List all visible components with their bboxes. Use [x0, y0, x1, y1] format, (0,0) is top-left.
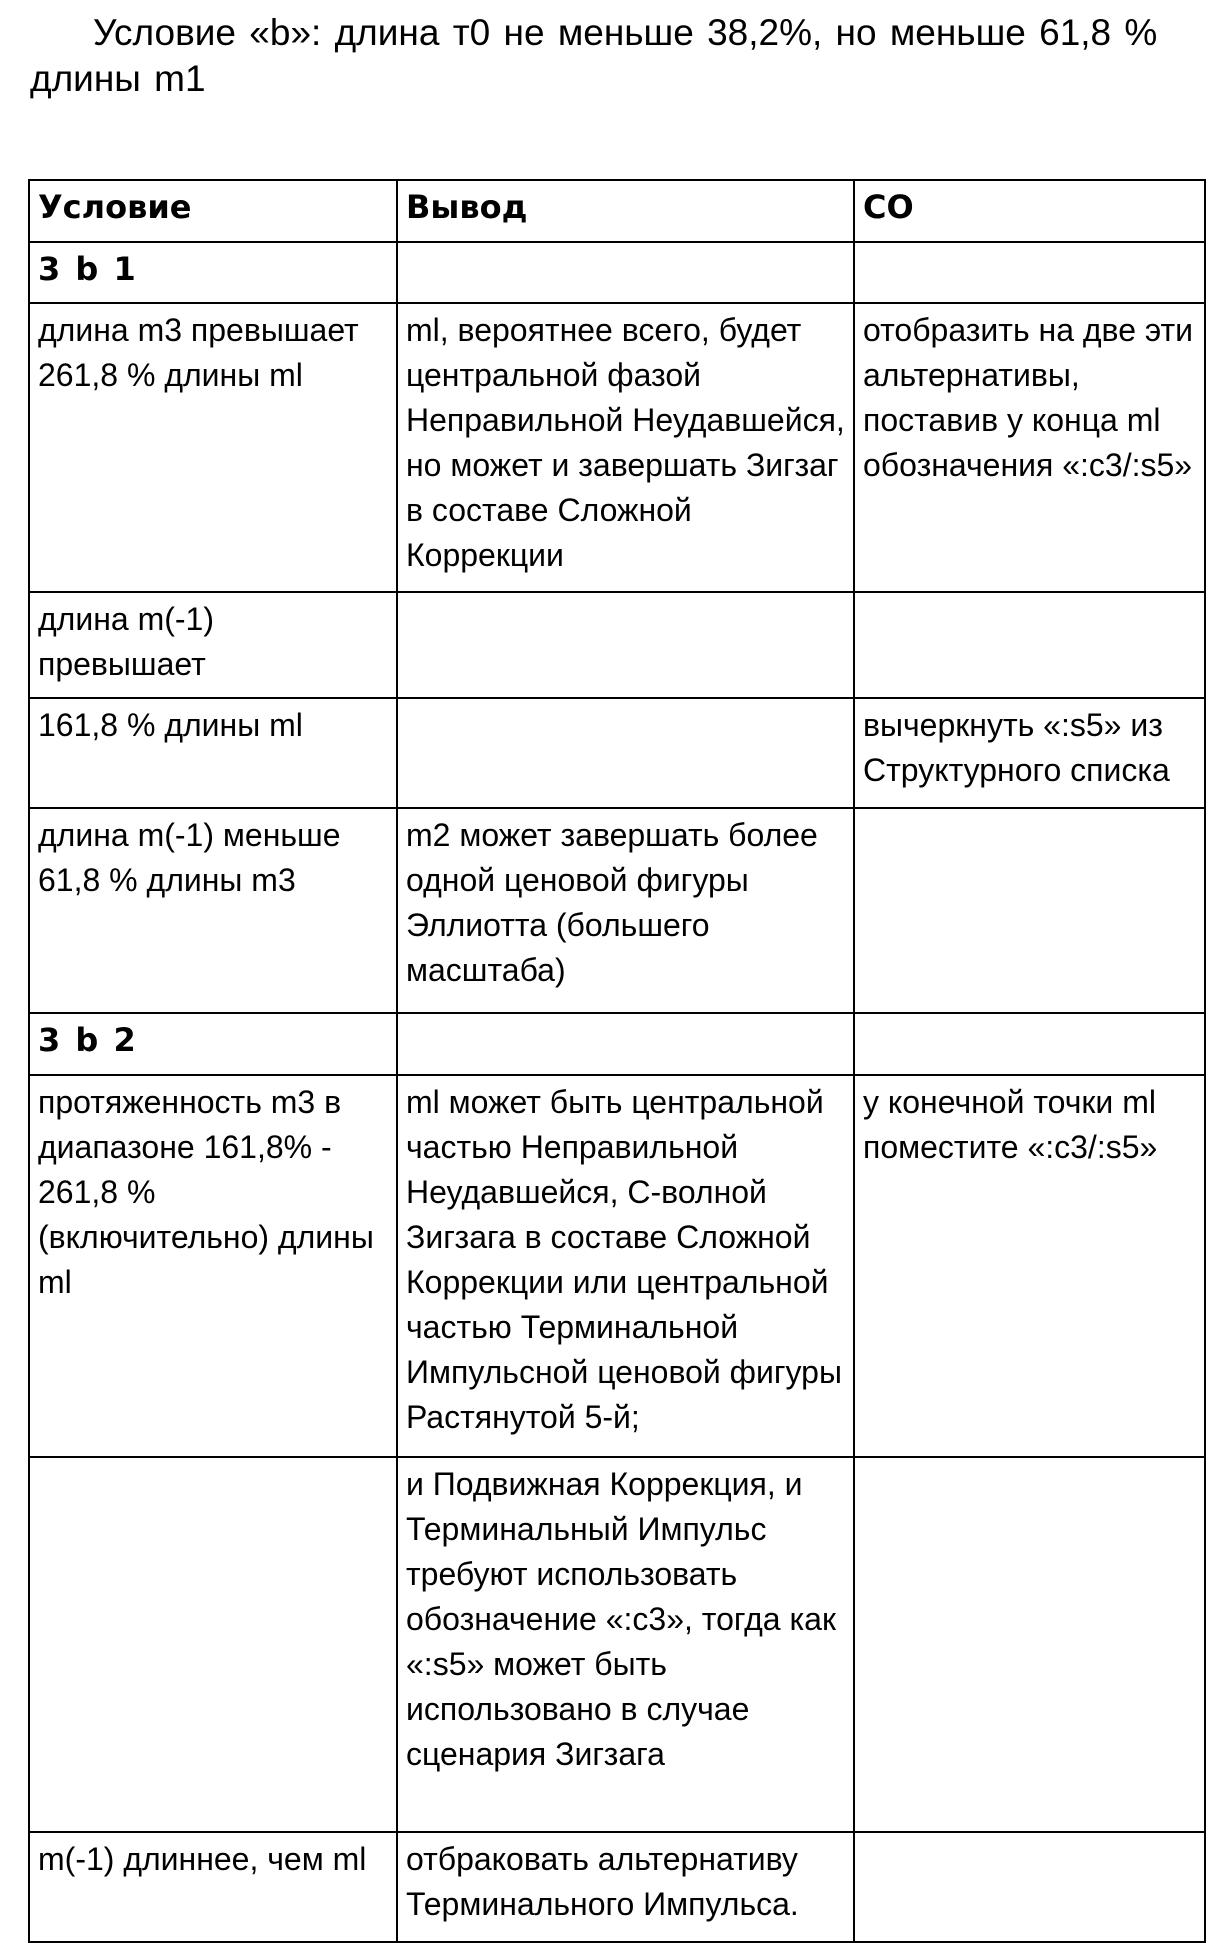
- rules-table: [28, 179, 1206, 1943]
- co-cell: [854, 808, 1205, 1013]
- condition-cell: длина m(-1) меньше 61,8 % длины m3: [29, 808, 397, 1013]
- output-cell: m2 может завершать более одной ценовой фигуры Эллиотта (большего масштаба): [397, 808, 854, 1013]
- output-cell: ml может быть центральной частью Неправильной Неудавшейся, С-волной Зигзага в составе Сложной Коррекции или центральной частью Терминальной Импульсной ценовой фигуры Растянутой 5-й;: [397, 1075, 854, 1457]
- output-cell: ml, вероятнее всего, будет центральной фазой Неправильной Неудавшейся, но может и завершать Зигзаг в составе Сложной Коррекции: [397, 303, 854, 592]
- co-cell: [854, 1457, 1205, 1832]
- table-row: [29, 1075, 1205, 1457]
- co-cell: отобразить на две эти альтернативы, поставив у конца ml обозначения «:c3/:s5»: [854, 303, 1205, 592]
- co-cell: вычеркнуть «:s5» из Структурного списка: [854, 698, 1205, 808]
- output-cell: [397, 698, 854, 808]
- table-header-row: [29, 180, 1205, 242]
- table-row: [29, 592, 1205, 698]
- condition-cell: 161,8 % длины ml: [29, 698, 397, 808]
- condition-cell: длина m3 превышает 261,8 % длины ml: [29, 303, 397, 592]
- co-cell: [854, 592, 1205, 698]
- condition-cell: длина m(-1) превышает: [29, 592, 397, 698]
- output-cell: и Подвижная Коррекция, и Терминальный Импульс требуют использовать обозначение «:c3», тогда как «:s5» может быть использовано в случае сценария Зигзага: [397, 1457, 854, 1832]
- output-cell: отбраковать альтернативу Терминального Импульса.: [397, 1832, 854, 1942]
- section-empty-cell: [397, 1013, 854, 1075]
- page-heading: Условие «b»: длина т0 не меньше 38,2%, но меньше 61,8 % длины m1: [30, 12, 1158, 99]
- output-cell: [397, 592, 854, 698]
- section-label: 3 b 1: [38, 250, 138, 288]
- section-empty-cell: [397, 242, 854, 303]
- section-row-3b2: [29, 1013, 1205, 1075]
- section-label-cell: [29, 1013, 397, 1075]
- table-row: [29, 303, 1205, 592]
- table-row: [29, 698, 1205, 808]
- condition-cell: протяженность m3 в диапазоне 161,8% - 261,8 % (включительно) длины ml: [29, 1075, 397, 1457]
- section-row-3b1: [29, 242, 1205, 303]
- table-row: [29, 1832, 1205, 1942]
- header-output: Вывод: [397, 180, 854, 242]
- condition-cell: [29, 1457, 397, 1832]
- section-empty-cell: [854, 242, 1205, 303]
- header-condition: Условие: [29, 180, 397, 242]
- section-label-cell: [29, 242, 397, 303]
- section-empty-cell: [854, 1013, 1205, 1075]
- section-label: 3 b 2: [38, 1021, 138, 1059]
- co-cell: [854, 1832, 1205, 1942]
- table-row: [29, 1457, 1205, 1832]
- table-row: [29, 808, 1205, 1013]
- co-cell: у конечной точки ml поместите «:c3/:s5»: [854, 1075, 1205, 1457]
- condition-cell: m(-1) длиннее, чем ml: [29, 1832, 397, 1942]
- header-co: СО: [854, 180, 1205, 242]
